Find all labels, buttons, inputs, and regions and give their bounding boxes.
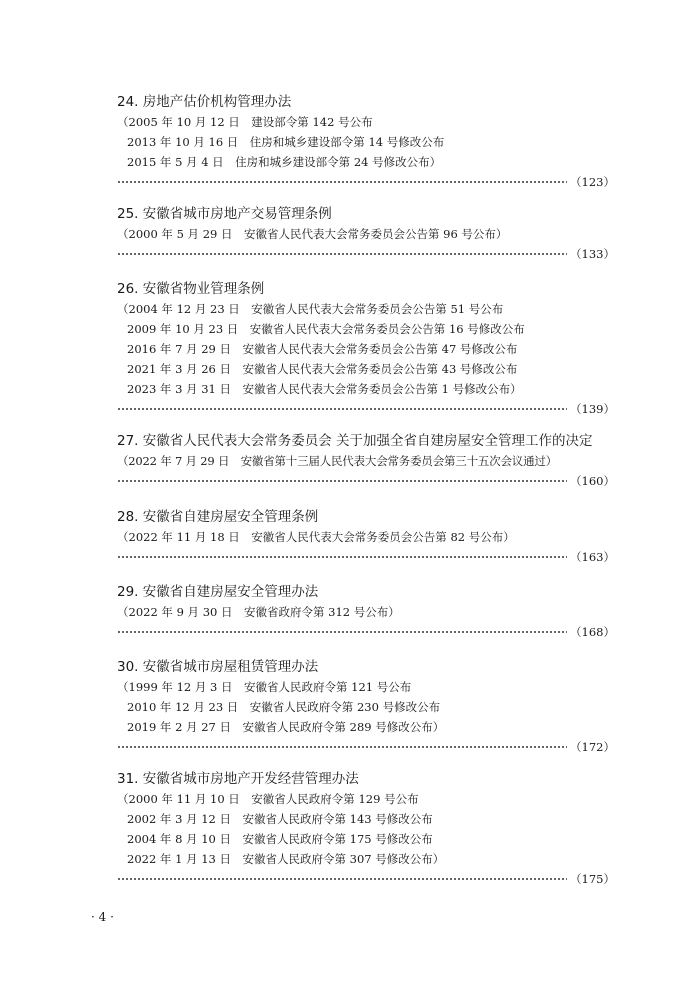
entry-title: 31. 安徽省城市房地产开发经营管理办法 [117,771,359,787]
dot-leader [117,172,615,192]
dot-leader [117,471,615,491]
page-ref: （123） [570,175,615,189]
entry-history-line: （2022 年 9 月 30 日 安徽省政府令第 312 号公布） [117,605,400,619]
page-ref: （175） [570,872,615,886]
entry-history-line: 2013 年 10 月 16 日 住房和城乡建设部令第 14 号修改公布 [127,135,445,149]
toc-entry [117,431,615,493]
dot-leader [117,622,615,642]
page-ref: （133） [570,247,615,261]
entry-history-line: 2004 年 8 月 10 日 安徽省人民政府令第 175 号修改公布 [127,832,433,846]
entry-history-line: 2009 年 10 月 23 日 安徽省人民代表大会常务委员会公告第 16 号修改公布 [127,322,525,336]
entry-history-line: 2021 年 3 月 26 日 安徽省人民代表大会常务委员会公告第 43 号修改公布 [127,362,518,376]
toc-list [117,92,615,893]
entry-title: 24. 房地产估价机构管理办法 [117,94,292,110]
entry-history-line: 2015 年 5 月 4 日 住房和城乡建设部令第 24 号修改公布） [127,155,442,169]
page-ref: （139） [570,402,615,416]
entry-history-line: 2002 年 3 月 12 日 安徽省人民政府令第 143 号修改公布 [127,812,433,826]
dot-leader [117,244,615,264]
dot-leader [117,737,615,757]
entry-title: 29. 安徽省自建房屋安全管理办法 [117,584,319,600]
toc-entry [117,507,615,569]
page-ref: （172） [570,740,615,754]
dot-leader [117,547,615,567]
toc-entry [117,769,615,893]
toc-entry [117,582,615,644]
entry-history-line: 2019 年 2 月 27 日 安徽省人民政府令第 289 号修改公布） [127,720,445,734]
entry-history-line: 2016 年 7 月 29 日 安徽省人民代表大会常务委员会公告第 47 号修改公布 [127,342,518,356]
entry-history-line: （2000 年 11 月 10 日 安徽省人民政府令第 129 号公布 [117,792,419,806]
page-number: · 4 · [91,910,114,924]
page-ref: （163） [570,550,615,564]
entry-title: 25. 安徽省城市房地产交易管理条例 [117,206,332,222]
entry-history-line: （2004 年 12 月 23 日 安徽省人民代表大会常务委员会公告第 51 号公布 [117,302,504,316]
entry-history-line: （2022 年 11 月 18 日 安徽省人民代表大会常务委员会公告第 82 号公布） [117,530,515,544]
entry-history-line: （2022 年 7 月 29 日 安徽省第十三届人民代表大会常务委员会第三十五次会议通过） [117,454,557,468]
toc-entry [117,92,615,189]
toc-entry [117,279,615,419]
dot-leader [117,869,615,889]
entry-title: 27. 安徽省人民代表大会常务委员会 关于加强全省自建房屋安全管理工作的决定 [117,433,593,449]
entry-title: 30. 安徽省城市房屋租赁管理办法 [117,659,319,675]
page-ref: （160） [570,474,615,488]
entry-history-line: 2010 年 12 月 23 日 安徽省人民政府令第 230 号修改公布 [127,700,441,714]
toc-entry [117,204,615,264]
toc-entry [117,657,615,761]
entry-history-line: （2005 年 10 月 12 日 建设部令第 142 号公布 [117,115,373,129]
entry-history-line: 2023 年 3 月 31 日 安徽省人民代表大会常务委员会公告第 1 号修改公布） [127,382,522,396]
entry-history-line: （2000 年 5 月 29 日 安徽省人民代表大会常务委员会公告第 96 号公布） [117,227,508,241]
dot-leader [117,399,615,419]
page-ref: （168） [570,625,615,639]
entry-title: 28. 安徽省自建房屋安全管理条例 [117,509,319,525]
entry-history-line: （1999 年 12 月 3 日 安徽省人民政府令第 121 号公布 [117,680,412,694]
entry-title: 26. 安徽省物业管理条例 [117,281,265,297]
entry-history-line: 2022 年 1 月 13 日 安徽省人民政府令第 307 号修改公布） [127,852,445,866]
